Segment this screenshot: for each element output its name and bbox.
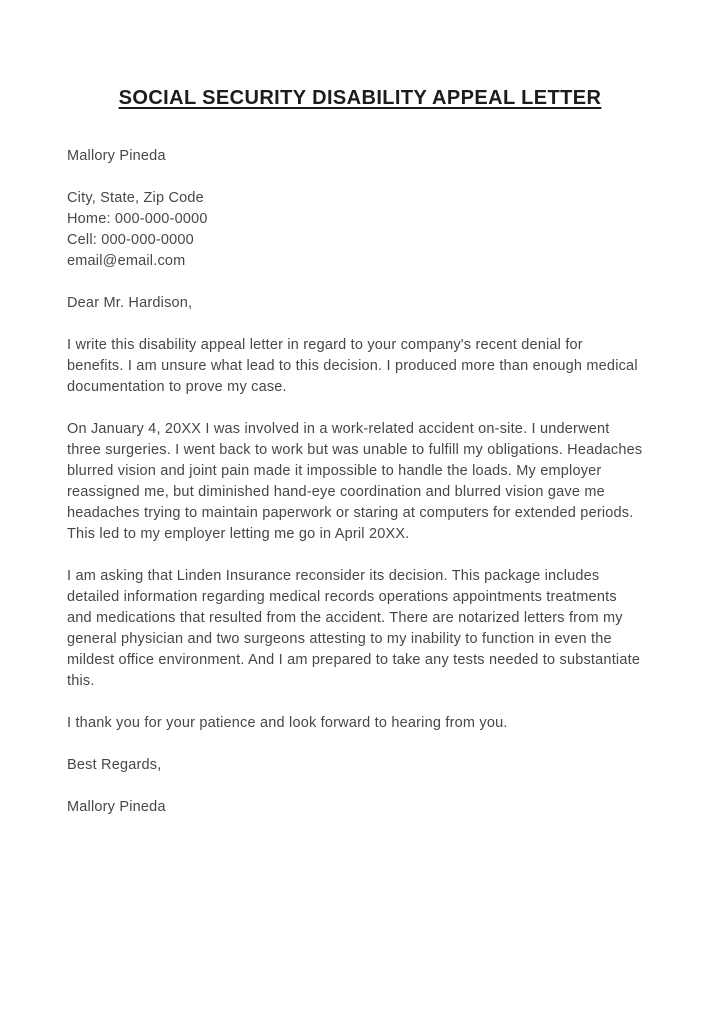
letter-body	[67, 146, 643, 839]
paragraph-denial: I write this disability appeal letter in regard to your company's recent denial for benefits. I am unsure what lead to this decision. I produced more than enough medical documentation to prove my case.	[67, 337, 638, 395]
closing: Best Regards,	[67, 757, 162, 773]
sender-name: Mallory Pineda	[67, 148, 166, 164]
sender-cell-phone: Cell: 000-000-0000	[67, 232, 194, 248]
paragraph-thanks: I thank you for your patience and look forward to hearing from you.	[67, 715, 508, 731]
paragraph-accident: On January 4, 20XX I was involved in a work-related accident on-site. I underwent three surgeries. I went back to work but was unable to fulfill my obligations. Headaches blurred vision and joint pain made it impossible to handle the loads. My employer reassigned me, but diminished hand-eye coordination and blurred vision gave me headaches trying to maintain paperwork or staring at computers for extended periods. This led to my employer letting me go in April 20XX.	[67, 421, 643, 542]
sender-home-phone: Home: 000-000-0000	[67, 211, 208, 227]
signature-name: Mallory Pineda	[67, 799, 166, 815]
salutation: Dear Mr. Hardison,	[67, 295, 193, 311]
letter-title: SOCIAL SECURITY DISABILITY APPEAL LETTER	[118, 87, 602, 109]
sender-address: City, State, Zip Code	[67, 190, 204, 206]
paragraph-reconsider: I am asking that Linden Insurance reconsider its decision. This package includes detailed information regarding medical records operations appointments treatments and medications that resulted from the accident. There are notarized letters from my general physician and two surgeons attesting to my inability to function in even the mildest office environment. And I am prepared to take any tests needed to substantiate this.	[67, 568, 641, 689]
sender-contact-block	[67, 188, 643, 272]
sender-email: email@email.com	[67, 253, 186, 269]
